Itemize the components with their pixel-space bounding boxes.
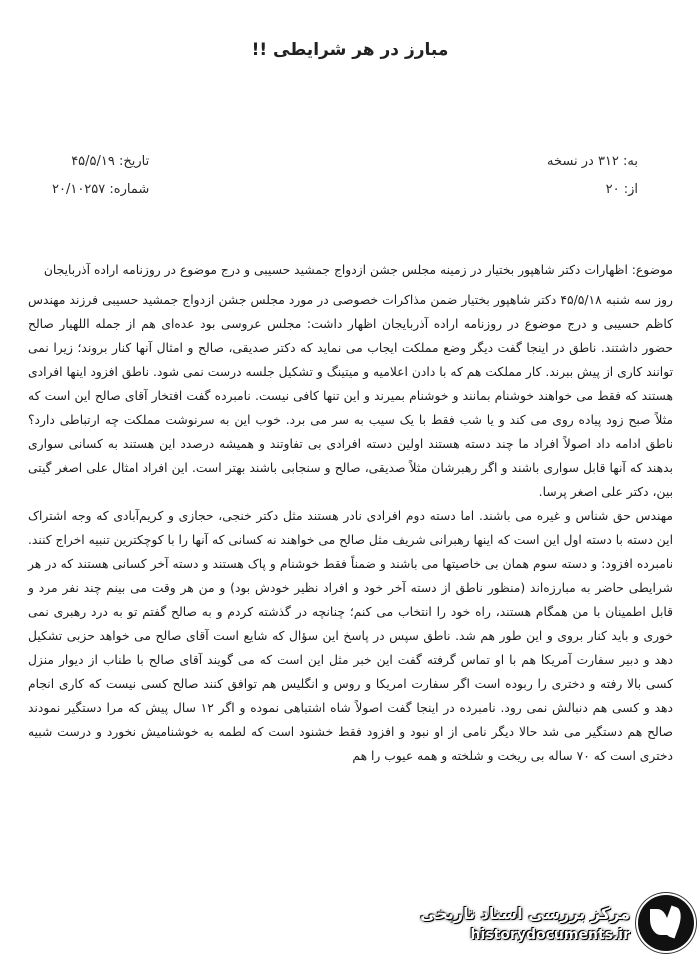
header-to-line: به: ۳۱۲ در نسخه [547, 154, 638, 169]
document-title: مبارز در هر شرایطی !! [251, 40, 449, 60]
watermark-url: historydocuments.ir [470, 926, 630, 943]
header-date-line: تاریخ: ۴۵/۵/۱۹ [71, 154, 150, 169]
document-archive-logo-icon [638, 895, 694, 951]
document-header-date [52, 148, 149, 204]
watermark-name: مرکز بررسی اسناد تاریخی [420, 903, 630, 923]
document-paragraph-1: روز سه شنبه ۴۵/۵/۱۸ دکتر شاهپور بختیار ضمن مذاکرات خصوصی در مورد مجلس جشن ازدواج جمشید حسیبی فرزند مهندس کاظم حسیبی و درج موضوع در روزنامه اراده آذربایجان اظهار داشت: مجلس عروسی بود عده‌ای هم از جمله اللهیار صالح حضور داشتند. ناطق در اینجا گفت دیگر وضع مملکت ایجاب می نماید که دکتر صدیقی، صالح و امثال آنها کنار بروند؛ زیرا نمی توانند کاری از پیش ببرند. کار مملکت هم که با دادن اعلامیه و میتینگ و تشکیل جلسه درست نمی شود. ناطق افزود اینها افرادی هستند که فقط می خواهند خوشنام بمانند و خوشنام بمیرند و این تنها کافی نیست. نامبرده گفت افتخار آقای صالح این است که مثلاً صبح زود پیاده روی می کند و یا شب فقط با یک سیب به سر می برد. خوب این به سرنوشت مملکت چه ارتباطی دارد؟ ناطق ادامه داد اصولاً افراد ما چند دسته هستند اولین دسته افرادی بی تفاوتند و همیشه درصدد این هستند به کسانی سواری بدهند که آنها قابل سواری باشند و اگر رهبرشان مثلاً صدیقی، صالح و سنجابی باشند بهتر است. این افراد امثال علی اصغر گیتی بین، دکتر علی اصغر پرسا. [28, 293, 673, 499]
header-from-line: از: ۲۰ [605, 182, 638, 197]
watermark-text [420, 904, 630, 943]
header-number-line: شماره: ۲۰/۱۰۲۵۷ [52, 182, 150, 197]
document-header-recipient [547, 148, 638, 204]
site-watermark [404, 886, 694, 960]
document-body [28, 258, 673, 768]
document-paragraph-2: مهندس حق شناس و غیره می باشند. اما دسته دوم افرادی نادر هستند مثل دکتر خنجی، حجازی و کریم‌آبادی که وجه اشتراک این دسته با دسته اول این است که اینها رهبرانی شریف مثل صالح می خواهند نه کسانی که آنها را با کوچکترین تنبیه اخراج کنند. نامبرده افزود: و دسته سوم همان بی خاصیتها می باشند و ضمناً فقط خوشنام و پاک هستند و دسته آخر کسانی هستند که در هر شرایطی حاضر به مبارزه‌اند (منظور ناطق از دسته آخر خود و افراد نظیر خودش بود) و من هر وقت می بینم چند نفر مرد و قابل اطمینان با من همگام هستند، راه خود را انتخاب می کنم؛ چنانچه در گذشته کردم و به صالح گفتم تو به درد رهبری نمی خوری و باید کنار بروی و این طور هم شد. ناطق سپس در پاسخ این سؤال که شایع است آقای صالح می خواهد حزبی تشکیل دهد و دبیر سفارت آمریکا هم با او تماس گرفته گفت این خبر مثل این است که می گویند آقای صالح با طناب از دیوار منزل کسی بالا رفته و دختری را ربوده است اگر سفارت امریکا و روس و انگلیس هم توافق کنند صالح کسی نیست که کاری انجام دهد و کسی هم دنبالش نمی رود. نامبرده در اینجا گفت اصولاً شاه اشتباهی نموده و اگر ۱۲ سال پیش که مرا دستگیر نمودند صالح هم دستگیر می شد حالا دیگر نامی از او نبود و افزود فقط خشنود است که لطمه به خوشنامیش نخورد و درست شبیه دختری است که ۷۰ ساله بی ریخت و شلخته و همه عیوب را هم [28, 509, 673, 763]
document-subject: موضوع: اظهارات دکتر شاهپور بختیار در زمینه مجلس جشن ازدواج جمشید حسیبی و درج موضوع در روزنامه اراده آذربایجان [43, 263, 673, 277]
